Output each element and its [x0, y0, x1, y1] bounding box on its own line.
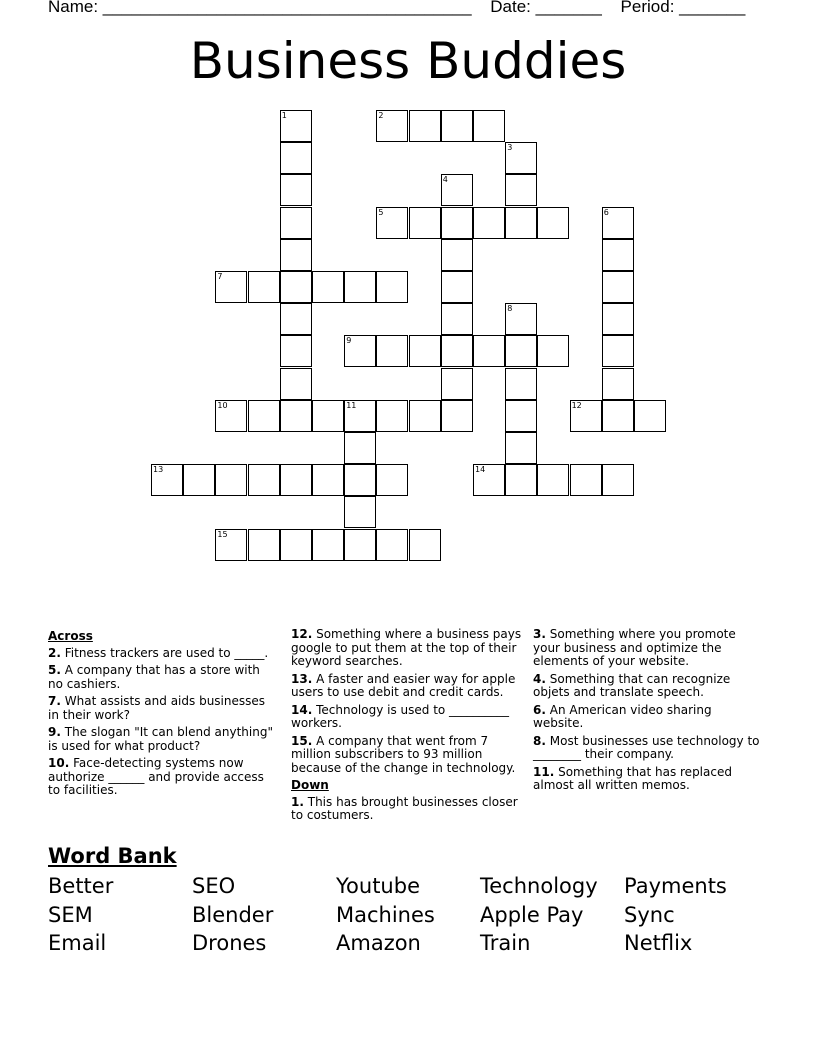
crossword-cell[interactable]	[441, 335, 473, 367]
crossword-cell[interactable]	[376, 464, 408, 496]
crossword-cell[interactable]	[602, 303, 634, 335]
down-heading: Down	[291, 778, 329, 792]
cell-number: 5	[378, 207, 384, 217]
crossword-cell[interactable]	[473, 464, 505, 496]
crossword-cell[interactable]	[280, 110, 312, 142]
word-bank-item: Netflix	[624, 931, 693, 955]
crossword-cell[interactable]	[344, 496, 376, 528]
clue-across-9: 9. The slogan "It can blend anything" is used for what product?	[48, 725, 273, 753]
crossword-cell[interactable]	[376, 335, 408, 367]
crossword-cell[interactable]	[344, 271, 376, 303]
word-bank-item: Train	[480, 931, 531, 955]
crossword-cell[interactable]	[344, 464, 376, 496]
clues-column-3	[533, 628, 765, 797]
crossword-cell[interactable]	[151, 464, 183, 496]
cell-number: 13	[153, 465, 164, 475]
word-bank	[48, 872, 768, 958]
crossword-cell[interactable]	[280, 464, 312, 496]
cell-number: 12	[571, 400, 582, 410]
crossword-cell[interactable]	[634, 400, 666, 432]
clue-down-11: 11. Something that has replaced almost all written memos.	[533, 764, 732, 792]
clue-across-2: 2. Fitness trackers are used to _____.	[48, 645, 269, 660]
crossword-cell[interactable]	[409, 207, 441, 239]
clue-across-14: 14. Technology is used to __________ workers.	[291, 702, 510, 730]
word-bank-item: Blender	[192, 902, 274, 927]
crossword-cell[interactable]	[344, 432, 376, 464]
crossword-cell[interactable]	[505, 464, 537, 496]
crossword-cell[interactable]	[505, 432, 537, 464]
cell-number: 15	[217, 529, 228, 539]
date-field[interactable]: Date: _______	[490, 0, 602, 16]
word-bank-item: Amazon	[336, 931, 421, 955]
word-bank-item: Sync	[624, 902, 675, 927]
word-bank-item: SEO	[192, 874, 236, 898]
clue-across-7: 7. What assists and aids businesses in their work?	[48, 694, 266, 722]
crossword-cell[interactable]	[537, 207, 569, 239]
period-field[interactable]: Period: _______	[620, 0, 746, 16]
crossword-cell[interactable]	[409, 529, 441, 561]
crossword-cell[interactable]	[280, 368, 312, 400]
clue-down-3: 3. Something where you promote your business and optimize the elements of your website.	[533, 627, 736, 668]
crossword-cell[interactable]	[505, 174, 537, 206]
crossword-cell[interactable]	[248, 271, 280, 303]
clue-across-15: 15. A company that went from 7 million subscribers to 93 million because of the change in technology.	[291, 733, 516, 775]
clue-across-13: 13. A faster and easier way for apple users to use debit and credit cards.	[291, 671, 516, 699]
crossword-cell[interactable]	[473, 110, 505, 142]
clue-across-10: 10. Face-detecting systems now authorize ______ and provide access to facilities.	[48, 756, 264, 797]
cell-number: 11	[346, 400, 357, 410]
crossword-cell[interactable]	[344, 400, 376, 432]
crossword-cell[interactable]	[602, 464, 634, 496]
cell-number: 10	[217, 400, 228, 410]
crossword-cell[interactable]	[441, 239, 473, 271]
word-bank-item: SEM	[48, 902, 93, 927]
clues-column-2	[291, 628, 523, 827]
cell-number: 4	[442, 175, 448, 185]
crossword-cell[interactable]	[570, 400, 602, 432]
crossword-cell[interactable]	[473, 207, 505, 239]
crossword-cell[interactable]	[505, 335, 537, 367]
crossword-cell[interactable]	[441, 110, 473, 142]
crossword-cell[interactable]	[312, 464, 344, 496]
crossword-cell[interactable]	[570, 464, 602, 496]
crossword-cell[interactable]	[537, 464, 569, 496]
word-bank-item: Machines	[336, 902, 435, 927]
crossword-cell[interactable]	[280, 529, 312, 561]
crossword-cell[interactable]	[280, 400, 312, 432]
clue-down-4: 4. Something that can recognize objets and translate speech.	[533, 671, 731, 699]
crossword-cell[interactable]	[441, 174, 473, 206]
word-bank-item: Better	[48, 874, 114, 898]
word-bank-item: Drones	[192, 931, 267, 955]
name-field[interactable]: Name: _______________________________________	[48, 0, 472, 16]
crossword-cell[interactable]	[376, 271, 408, 303]
page-title: Business Buddies	[189, 32, 627, 90]
crossword-cell[interactable]	[441, 303, 473, 335]
cell-number: 7	[217, 272, 223, 281]
crossword-cell[interactable]	[215, 464, 247, 496]
cell-number: 1	[281, 111, 287, 120]
clue-down-6: 6. An American video sharing website.	[533, 702, 712, 730]
clue-down-1: 1. This has brought businesses closer to costumers.	[291, 794, 518, 822]
clue-across-12: 12. Something where a business pays google to put them at the top of their keyword searches.	[291, 627, 522, 668]
crossword-cell[interactable]	[215, 271, 247, 303]
crossword-cell[interactable]	[312, 400, 344, 432]
crossword-cell[interactable]	[280, 142, 312, 174]
crossword-cell[interactable]	[280, 271, 312, 303]
word-bank-item: Payments	[624, 874, 727, 898]
crossword-cell[interactable]	[409, 335, 441, 367]
crossword-cell[interactable]	[248, 529, 280, 561]
crossword-cell[interactable]	[280, 174, 312, 206]
cell-number: 9	[346, 336, 352, 346]
crossword-cell[interactable]	[376, 529, 408, 561]
cell-number: 14	[475, 465, 486, 475]
crossword-cell[interactable]	[441, 400, 473, 432]
crossword-cell[interactable]	[441, 368, 473, 400]
crossword-cell[interactable]	[312, 271, 344, 303]
crossword-cell[interactable]	[505, 142, 537, 174]
crossword-cell[interactable]	[602, 271, 634, 303]
crossword-cell[interactable]	[183, 464, 215, 496]
crossword-cell[interactable]	[505, 400, 537, 432]
clue-down-8: 8. Most businesses use technology to ________ their company.	[533, 733, 760, 761]
crossword-cell[interactable]	[248, 400, 280, 432]
crossword-cell[interactable]	[602, 335, 634, 367]
crossword-cell[interactable]	[409, 400, 441, 432]
crossword-cell[interactable]	[602, 400, 634, 432]
crossword-cell[interactable]	[376, 207, 408, 239]
crossword-cell[interactable]	[344, 529, 376, 561]
crossword-cell[interactable]	[602, 239, 634, 271]
crossword-cell[interactable]	[248, 464, 280, 496]
crossword-cell[interactable]	[505, 368, 537, 400]
word-bank-title: Word Bank	[48, 844, 177, 868]
cell-number: 2	[378, 111, 384, 120]
crossword-cell[interactable]	[376, 400, 408, 432]
cell-number: 3	[507, 143, 513, 153]
crossword-cell[interactable]	[280, 335, 312, 367]
cell-number: 8	[507, 304, 513, 314]
clues-column-1	[48, 628, 276, 802]
word-bank-item: Youtube	[336, 874, 420, 898]
crossword-cell[interactable]	[441, 207, 473, 239]
clue-across-5: 5. A company that has a store with no cashiers.	[48, 663, 260, 691]
crossword-cell[interactable]	[376, 110, 408, 142]
cell-number: 6	[603, 207, 609, 217]
crossword-cell[interactable]	[537, 335, 569, 367]
crossword-cell[interactable]	[602, 207, 634, 239]
crossword-cell[interactable]	[602, 368, 634, 400]
crossword-cell[interactable]	[473, 335, 505, 367]
crossword-cell[interactable]	[344, 335, 376, 367]
crossword-cell[interactable]	[409, 110, 441, 142]
across-heading: Across	[48, 629, 93, 643]
crossword-cell[interactable]	[215, 400, 247, 432]
crossword-cell[interactable]	[505, 303, 537, 335]
crossword-cell[interactable]	[312, 529, 344, 561]
word-bank-item: Email	[48, 931, 107, 955]
crossword-cell[interactable]	[280, 207, 312, 239]
word-bank-item: Technology	[480, 874, 598, 898]
crossword-cell[interactable]	[280, 303, 312, 335]
crossword-cell[interactable]	[505, 207, 537, 239]
word-bank-item: Apple Pay	[480, 902, 584, 927]
crossword-cell[interactable]	[441, 271, 473, 303]
crossword-cell[interactable]	[280, 239, 312, 271]
crossword-cell[interactable]	[215, 529, 247, 561]
